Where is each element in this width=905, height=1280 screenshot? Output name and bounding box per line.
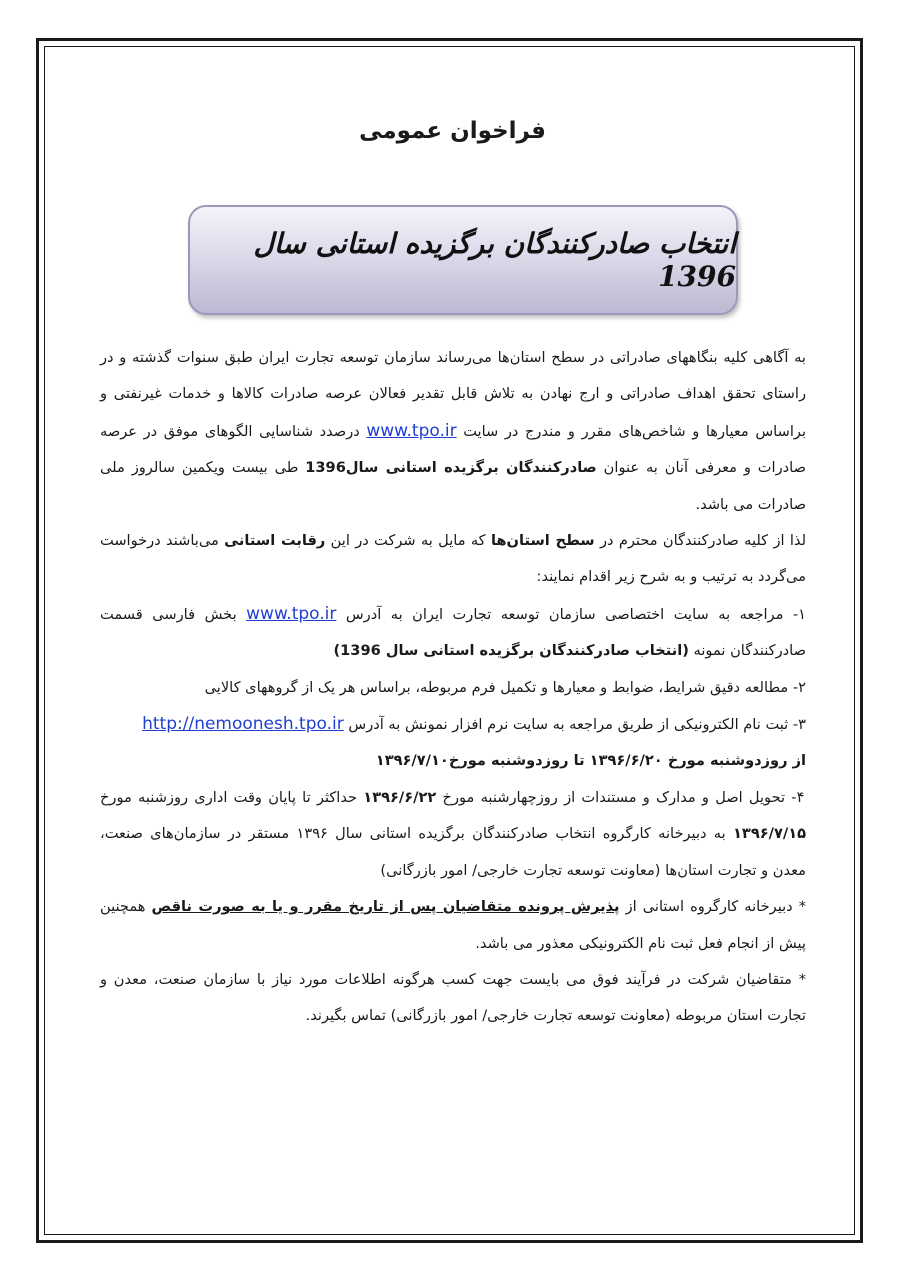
note1-bold-underlined: پذیرش پرونده متقاضیان پس از تاریخ مقرر و یا به صورت ناقص <box>151 898 620 916</box>
note-2: * متقاضیان شرکت در فرآیند فوق می بایست جهت کسب هرگونه اطلاعات مورد نیاز با سازمان صنعت، معدن و تجارت استان مربوطه (معاونت توسعه تجارت خارجی/ امور بازرگانی) تماس بگیرند. <box>100 970 806 1025</box>
request-bold-provinces: سطح استان‌ها <box>490 532 595 550</box>
note1-text-a: * دبیرخانه کارگروه استانی از <box>619 898 806 916</box>
note1-text-b: همچنین پیش از انجام فعل ثبت نام الکترونیکی معذور می باشد. <box>100 898 806 952</box>
note-1 <box>100 889 806 962</box>
item4-text-b: حداکثر تا پایان وقت اداری روزشنبه مورخ <box>100 788 358 806</box>
list-item-2: ۲- مطالعه دقیق شرایط، ضوابط و معیارها و تکمیل فرم مربوطه، براساس هر یک از گروههای کالایی <box>204 678 806 696</box>
title-banner <box>188 205 738 315</box>
list-item-1 <box>100 596 806 670</box>
item4-date-start: ۱۳۹۶/۶/۲۲ <box>363 788 437 806</box>
page-title: فراخوان عمومی <box>359 118 546 144</box>
item3-text-a: ۳- ثبت نام الکترونیکی از طریق مراجعه به سایت نرم افزار نمونش به آدرس <box>343 716 806 734</box>
request-text-b: که مایل به شرکت در این <box>325 532 486 550</box>
item1-bold: (انتخاب صادرکنندگان برگزیده استانی سال 1396) <box>333 642 689 660</box>
paragraph-intro <box>100 340 806 523</box>
nemoonesh-link[interactable]: http://nemoonesh.tpo.ir <box>142 714 344 735</box>
intro-text-b: درصدد شناسایی الگوهای موفق در عرصه صادرات و معرفی آنان به عنوان <box>100 422 806 477</box>
request-text-a: لذا از کلیه صادرکنندگان محترم در <box>594 532 807 550</box>
intro-text-c: طی بیست ویکمین سالروز ملی صادرات می باشد. <box>100 459 806 513</box>
document-body <box>100 340 806 1035</box>
item4-text-c: به دبیرخانه کارگروه انتخاب صادرکنندگان برگزیده استانی سال ۱۳۹۶ مستقر در سازمان‌های صنعت، معدن و تجارت استان‌ها (معاونت توسعه تجارت خارجی/ امور بازرگانی) <box>100 825 806 879</box>
item3-dates: از روزدوشنبه مورخ ۱۳۹۶/۶/۲۰ تا روزدوشنبه مورخ۱۳۹۶/۷/۱۰ <box>375 752 806 770</box>
paragraph-request <box>100 523 806 596</box>
banner-title: انتخاب صادرکنندگان برگزیده استانی سال 1396 <box>253 227 736 293</box>
tpo-site-link[interactable]: www.tpo.ir <box>366 420 457 441</box>
item1-text-a: ۱- مراجعه به سایت اختصاصی سازمان توسعه تجارت ایران به آدرس <box>336 605 807 623</box>
list-item-3 <box>100 706 806 780</box>
intro-bold-title: صادرکنندگان برگزیده استانی سال1396 <box>305 459 597 477</box>
request-bold-competition: رقابت استانی <box>224 532 326 550</box>
tpo-site-link-2[interactable]: www.tpo.ir <box>246 603 337 624</box>
request-text-c: می‌باشند درخواست می‌گردد به ترتیب و به شرح زیر اقدام نمایند: <box>100 532 806 586</box>
intro-text-a: به آگاهی کلیه بنگاههای صادراتی در سطح استان‌ها می‌رساند سازمان توسعه تجارت ایران طبق سنوات گذشته و در راستای تحقق اهداف صادراتی و ارج نهادن به تلاش قابل تقدیر فعالان عرصه صادرات کالاها و خدمات غیرنفتی و براساس معیارها و شاخص‌های مقرر و مندرج در سایت <box>100 349 807 440</box>
item1-text-b: بخش فارسی قسمت صادرکنندگان نمونه <box>100 605 806 660</box>
item4-date-end: ۱۳۹۶/۷/۱۵ <box>733 825 807 843</box>
item4-text-a: ۴- تحویل اصل و مدارک و مستندات از روزچهارشنبه مورخ <box>436 788 805 806</box>
list-item-4 <box>100 780 806 889</box>
